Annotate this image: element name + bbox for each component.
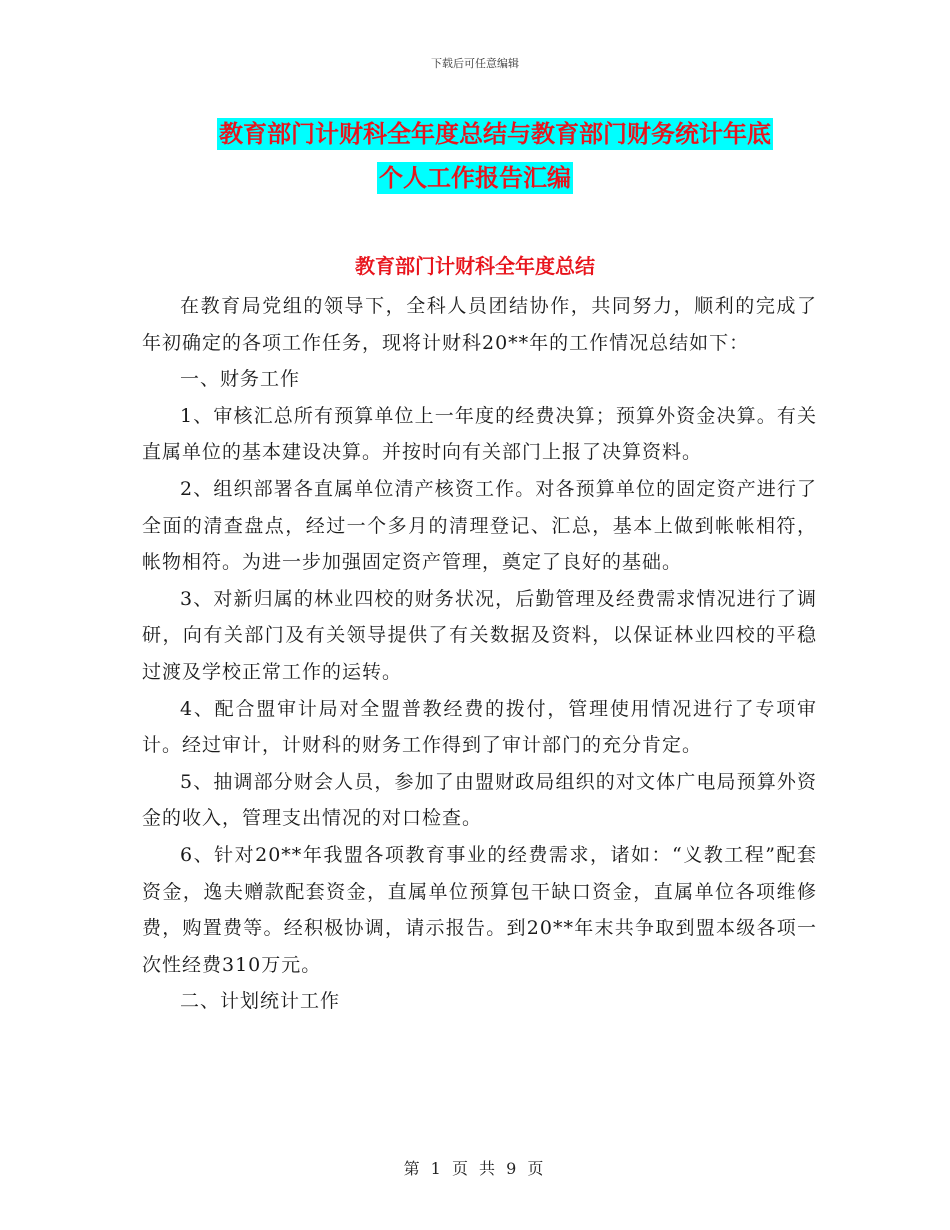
header-note: 下载后可任意编辑 <box>431 57 519 70</box>
paragraph-heading-planning: 二、计划统计工作 <box>180 990 341 1013</box>
paragraph-item-5: 5、抽调部分财会人员，参加了由盟财政局组织的对文体广电局预算外资金的收入，管理支出情况的对口检查。 <box>142 770 817 830</box>
title-line-2: 个人工作报告汇编 <box>379 164 571 192</box>
paragraph-intro: 在教育局党组的领导下，全科人员团结协作，共同努力，顺利的完成了年初确定的各项工作任务，现将计财科20**年的工作情况总结如下： <box>142 295 817 354</box>
paragraph-item-2: 2、组织部署各直属单位清产核资工作。对各预算单位的固定资产进行了全面的清查盘点，经过一个多月的清理登记、汇总，基本上做到帐帐相符，帐物相符。为进一步加强固定资产管理，奠定了良好的基础。 <box>142 477 817 574</box>
paragraph-heading-finance: 一、财务工作 <box>180 368 301 391</box>
document-body <box>142 288 817 1020</box>
page-number: 第 1 页 共 9 页 <box>403 1159 547 1178</box>
document-title <box>0 112 950 200</box>
paragraph-item-3: 3、对新归属的林业四校的财务状况，后勤管理及经费需求情况进行了调研，向有关部门及有关领导提供了有关数据及资料，以保证林业四校的平稳过渡及学校正常工作的运转。 <box>142 587 817 683</box>
paragraph-item-6: 6、针对20**年我盟各项教育事业的经费需求，诸如：“义教工程”配套资金，逸夫赠款配套资金，直属单位预算包干缺口资金，直属单位各项维修费，购置费等。经积极协调，请示报告。到20**年末共争取到盟本级各项一次性经费310万元。 <box>142 843 817 976</box>
paragraph-item-1: 1、审核汇总所有预算单位上一年度的经费决算；预算外资金决算。有关直属单位的基本建设决算。并按时向有关部门上报了决算资料。 <box>142 404 817 464</box>
paragraph-item-4: 4、配合盟审计局对全盟普教经费的拨付，管理使用情况进行了专项审计。经过审计，计财科的财务工作得到了审计部门的充分肯定。 <box>142 697 817 757</box>
title-line-1: 教育部门计财科全年度总结与教育部门财务统计年底 <box>219 120 771 148</box>
section-title: 教育部门计财科全年度总结 <box>355 254 595 278</box>
